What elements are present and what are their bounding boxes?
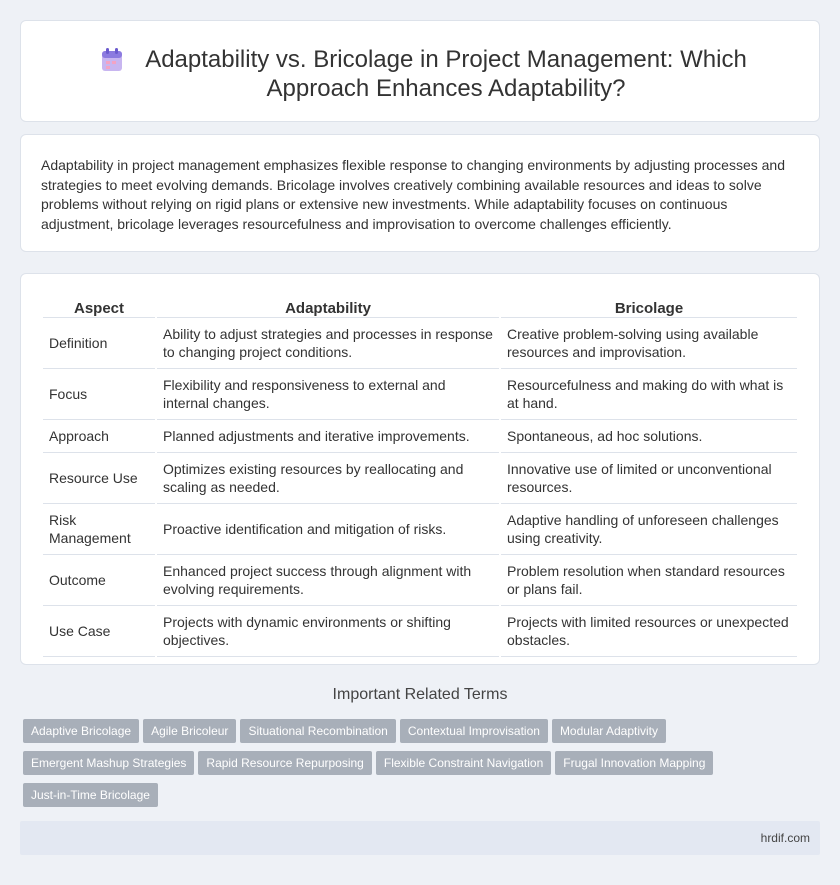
related-term-tag[interactable]: Emergent Mashup Strategies bbox=[23, 751, 194, 775]
cell-aspect: Risk Management bbox=[43, 504, 155, 555]
related-term-tag[interactable]: Contextual Improvisation bbox=[400, 719, 548, 743]
table-row bbox=[43, 606, 797, 657]
cell-bricolage: Projects with limited resources or unexpected obstacles. bbox=[501, 606, 797, 657]
cell-adaptability: Optimizes existing resources by reallocating and scaling as needed. bbox=[157, 453, 499, 504]
table-row bbox=[43, 318, 797, 369]
comparison-card bbox=[20, 273, 820, 665]
cell-bricolage: Problem resolution when standard resources or plans fail. bbox=[501, 555, 797, 606]
cell-adaptability: Enhanced project success through alignment with evolving requirements. bbox=[157, 555, 499, 606]
cell-adaptability: Planned adjustments and iterative improvements. bbox=[157, 420, 499, 453]
cell-aspect: Approach bbox=[43, 420, 155, 453]
intro-card bbox=[20, 134, 820, 252]
related-term-tag[interactable]: Situational Recombination bbox=[240, 719, 395, 743]
cell-aspect: Use Case bbox=[43, 606, 155, 657]
cell-bricolage: Creative problem-solving using available resources and improvisation. bbox=[501, 318, 797, 369]
cell-bricolage: Resourcefulness and making do with what is at hand. bbox=[501, 369, 797, 420]
title-line-2: Approach Enhances Adaptability? bbox=[266, 75, 626, 102]
cell-adaptability: Projects with dynamic environments or shifting objectives. bbox=[157, 606, 499, 657]
related-terms-title: Important Related Terms bbox=[332, 686, 508, 703]
calendar-icon bbox=[101, 48, 123, 72]
cell-bricolage: Innovative use of limited or unconventional resources. bbox=[501, 453, 797, 504]
related-term-tag[interactable]: Modular Adaptivity bbox=[552, 719, 666, 743]
header-adaptability: Adaptability bbox=[157, 298, 499, 318]
table-row bbox=[43, 369, 797, 420]
cell-adaptability: Proactive identification and mitigation of risks. bbox=[157, 504, 499, 555]
header-aspect: Aspect bbox=[43, 298, 155, 318]
table-header-row bbox=[43, 298, 797, 318]
cell-bricolage: Spontaneous, ad hoc solutions. bbox=[501, 420, 797, 453]
cell-bricolage: Adaptive handling of unforeseen challenges using creativity. bbox=[501, 504, 797, 555]
title-card bbox=[20, 20, 820, 122]
footer bbox=[20, 821, 820, 855]
related-term-tag[interactable]: Just-in-Time Bricolage bbox=[23, 783, 158, 807]
related-term-tag[interactable]: Rapid Resource Repurposing bbox=[198, 751, 371, 775]
cell-aspect: Outcome bbox=[43, 555, 155, 606]
footer-site[interactable]: hrdif.com bbox=[760, 831, 810, 845]
table-row bbox=[43, 555, 797, 606]
title-line-1: Adaptability vs. Bricolage in Project Management: Which bbox=[145, 46, 747, 73]
related-term-tag[interactable]: Agile Bricoleur bbox=[143, 719, 236, 743]
table-row bbox=[43, 420, 797, 453]
table-row bbox=[43, 453, 797, 504]
related-terms-list bbox=[23, 719, 803, 815]
comparison-table bbox=[41, 298, 799, 657]
cell-adaptability: Flexibility and responsiveness to external and internal changes. bbox=[157, 369, 499, 420]
related-term-tag[interactable]: Flexible Constraint Navigation bbox=[376, 751, 551, 775]
intro-paragraph: Adaptability in project management emphasizes flexible response to changing environments by adjusting processes and strategies to meet evolving demands. Bricolage involves creatively combining available resources and ideas to solve problems without relying on rigid plans or extensive new investments. While adaptability focuses on continuous adjustment, bricolage leverages resourcefulness and improvisation to overcome challenges efficiently. bbox=[41, 157, 785, 232]
cell-aspect: Focus bbox=[43, 369, 155, 420]
related-term-tag[interactable]: Frugal Innovation Mapping bbox=[555, 751, 713, 775]
header-bricolage: Bricolage bbox=[501, 298, 797, 318]
related-term-tag[interactable]: Adaptive Bricolage bbox=[23, 719, 139, 743]
page-title bbox=[21, 45, 821, 103]
cell-aspect: Definition bbox=[43, 318, 155, 369]
cell-adaptability: Ability to adjust strategies and processes in response to changing project conditions. bbox=[157, 318, 499, 369]
table-row bbox=[43, 504, 797, 555]
cell-aspect: Resource Use bbox=[43, 453, 155, 504]
